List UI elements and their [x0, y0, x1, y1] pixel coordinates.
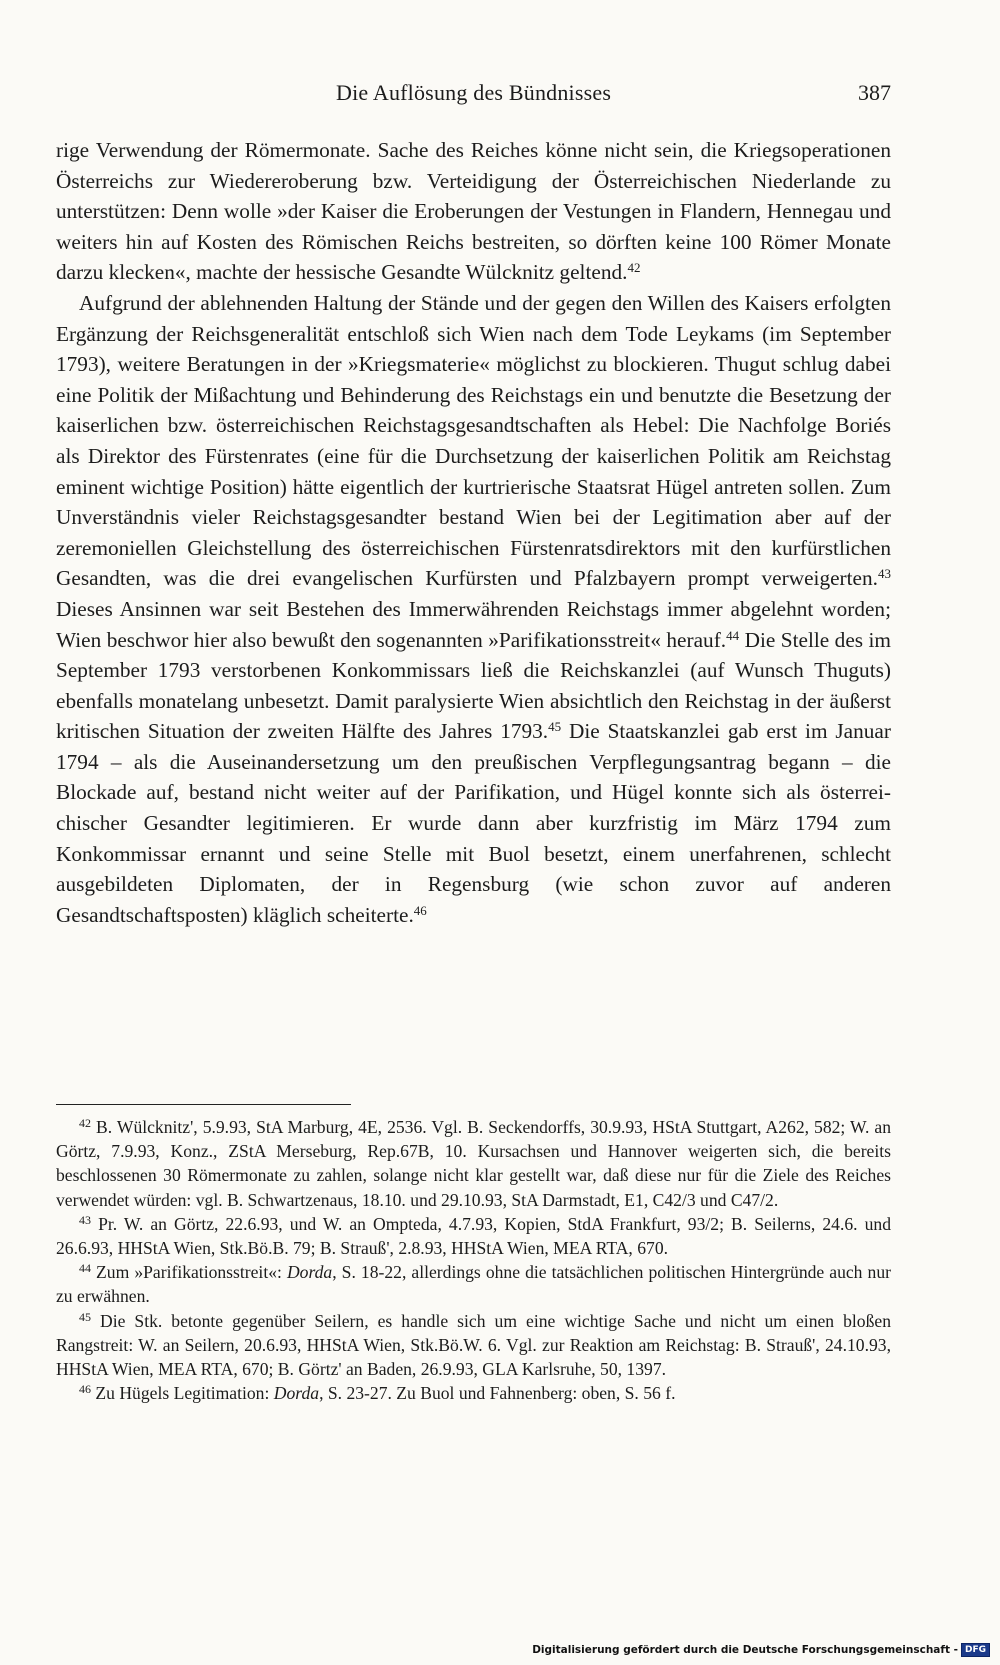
paragraph-2 — [56, 288, 891, 930]
paragraph-1-text: rige Verwendung der Römermonate. Sache des Reiches könne nicht sein, die Kriegsoperationen Österreichs zur Wiedereroberung bzw. Verteidigung der Österreichischen Niederlande zu unterstützen: Denn wolle »der Kaiser die Eroberungen der Vestungen in Flandern, Hennegau und weiters hin auf Kosten des Römischen Reichs bestreiten, so dörften keine 100 Römer Monate darzu klecken«, machte der hessische Gesandte Wülcknitz geltend. — [56, 138, 891, 285]
paragraph-2-text-3: Die Stelle des im September 1793 verstorbenen Konkommissars ließ die Reichskanzlei (auf Wunsch Thuguts) ebenfalls monatelang unbesetzt. Damit paralysierte Wien absichtlich den Reichstag in der äußerst kritischen Situation der zweiten Hälfte des Jahres 1793. — [56, 627, 891, 744]
footnote-text: B. Wülcknitz', 5.9.93, StA Marburg, 4E, 2536. Vgl. B. Seckendorffs, 30.9.93, HStA Stuttgart, A262, 582; W. an Görtz, 7.9.93, Konz., ZStA Merseburg, Rep.67B, 10. Kursachsen und Hannover weigerten sich, die bereits beschlossenen 30 Römermonate zu zahlen, solange nicht klar gestellt war, daß diese nur für die Ziele des Reiches verwendet würden: vgl. B. Schwartzenaus, 18.10. und 29.10.93, StA Darmstadt, E1, C42/3 und C47/2. — [56, 1117, 891, 1210]
footnote-ref-46: 46 — [413, 902, 427, 918]
footnote-44 — [56, 1260, 891, 1308]
footnote-text-post: , S. 18-22, allerdings ohne die tatsächlichen politischen Hintergründe auch nur zu erwähnen. — [56, 1262, 891, 1307]
credit-text: Digitalisierung gefördert durch die Deutsche Forschungsgemeinschaft - — [532, 1644, 958, 1656]
footnote-cited-author: Dorda — [286, 1262, 333, 1283]
footnote-text-pre: Zu Hügels Legitimation: — [95, 1383, 274, 1404]
running-head — [56, 80, 891, 114]
footnote-ref-43: 43 — [878, 566, 891, 582]
footnote-ref-44: 44 — [726, 627, 740, 643]
running-title: Die Auflösung des Bündnisses — [336, 80, 612, 105]
footnote-cited-author: Dorda — [273, 1383, 320, 1404]
page-number: 387 — [858, 80, 891, 105]
dfg-logo: DFG — [961, 1643, 990, 1657]
digitization-credit — [532, 1643, 990, 1657]
footnote-number: 43 — [79, 1212, 91, 1227]
footnotes — [56, 1115, 891, 1405]
footnote-number: 46 — [79, 1382, 91, 1397]
main-text — [56, 135, 891, 930]
paragraph-2-text-1: Aufgrund der ablehnenden Haltung der Stände und der gegen den Willen des Kaisers erfolgten Ergänzung der Reichsgeneralität entschloß sich Wien nach dem Tode Leykams (im September 1793), weitere Beratungen in der »Kriegsmaterie« möglichst zu blockieren. Thugut schlug dabei eine Politik der Mißachtung und Behinderung des Reichstags ein und benutzte die Besetzung der kaiserlichen bzw. österreichischen Reichstagsgesandtschaften als Hebel: Die Nachfolge Boriés als Direktor des Fürstenrates (eine für die Durchsetzung der kaiserlichen Politik am Reichstag eminent wichtige Position) hätte eigentlich der kurtrierische Staatsrat Hügel antreten sollen. Zum Unverständnis vieler Reichstagsgesandter bestand Wien bei der Legitimation aber auf der zeremoniellen Gleichstellung des österreichischen Fürstenratsdirektors mit den kurfürstlichen Gesandten, was die drei evangelischen Kurfürsten und Pfalzbayern prompt verweigerten. — [56, 290, 891, 591]
footnote-46 — [56, 1381, 891, 1405]
footnote-number: 45 — [79, 1309, 91, 1324]
paragraph-2-text-2: Dieses Ansinnen war seit Bestehen des Immerwährenden Reichstags immer abgelehnt worden; Wien beschwor hier also bewußt den sogenannten »Parifikationsstreit« herauf. — [56, 596, 891, 652]
footnote-text-pre: Zum »Parifikationsstreit«: — [96, 1262, 287, 1283]
paragraph-2-text-4: Die Staatskanzlei gab erst im Januar 1794 – als die Auseinandersetzung um den preußischen Verpflegungsantrag begann – die Blockade auf, bestand nicht weiter auf der Parifikation, und Hügel konnte sich als österreichischer Gesandter legitimieren. Er wurde dann aber kurzfristig im März 1794 zum Konkommissar ernannt und seine Stelle mit Buol besetzt, einem unerfahrenen, schlecht ausgebildeten Diplomaten, der in Regensburg (wie schon zuvor auf anderen Gesandtschaftsposten) kläglich scheiterte. — [56, 719, 891, 927]
footnote-text: Pr. W. an Görtz, 22.6.93, und W. an Ompteda, 4.7.93, Kopien, StdA Frankfurt, 93/2; B. Seilerns, 24.6. und 26.6.93, HHStA Wien, Stk.Bö.B. 79; B. Strauß', 2.8.93, HHStA Wien, MEA RTA, 670. — [56, 1213, 891, 1259]
footnote-45 — [56, 1309, 891, 1382]
footnote-ref-42: 42 — [627, 260, 641, 276]
footnote-text: Die Stk. betonte gegenüber Seilern, es handle sich um eine wichtige Sache und nicht um einen bloßen Rangstreit: W. an Seilern, 20.6.93, HHStA Wien, Stk.Bö.W. 6. Vgl. zur Reaktion am Reichstag: B. Strauß', 24.10.93, HHStA Wien, MEA RTA, 670; B. Görtz' an Baden, 26.9.93, GLA Karlsruhe, 50, 1397. — [56, 1310, 891, 1380]
footnote-number: 44 — [79, 1261, 91, 1276]
footnote-42 — [56, 1115, 891, 1212]
footnote-43 — [56, 1212, 891, 1260]
paragraph-1 — [56, 135, 891, 288]
footnote-separator — [56, 1104, 351, 1105]
footnote-number: 42 — [79, 1116, 91, 1130]
footnote-text-post: , S. 23-27. Zu Buol und Fahnenberg: oben, S. 56 f. — [319, 1383, 676, 1404]
footnote-ref-45: 45 — [548, 719, 562, 735]
